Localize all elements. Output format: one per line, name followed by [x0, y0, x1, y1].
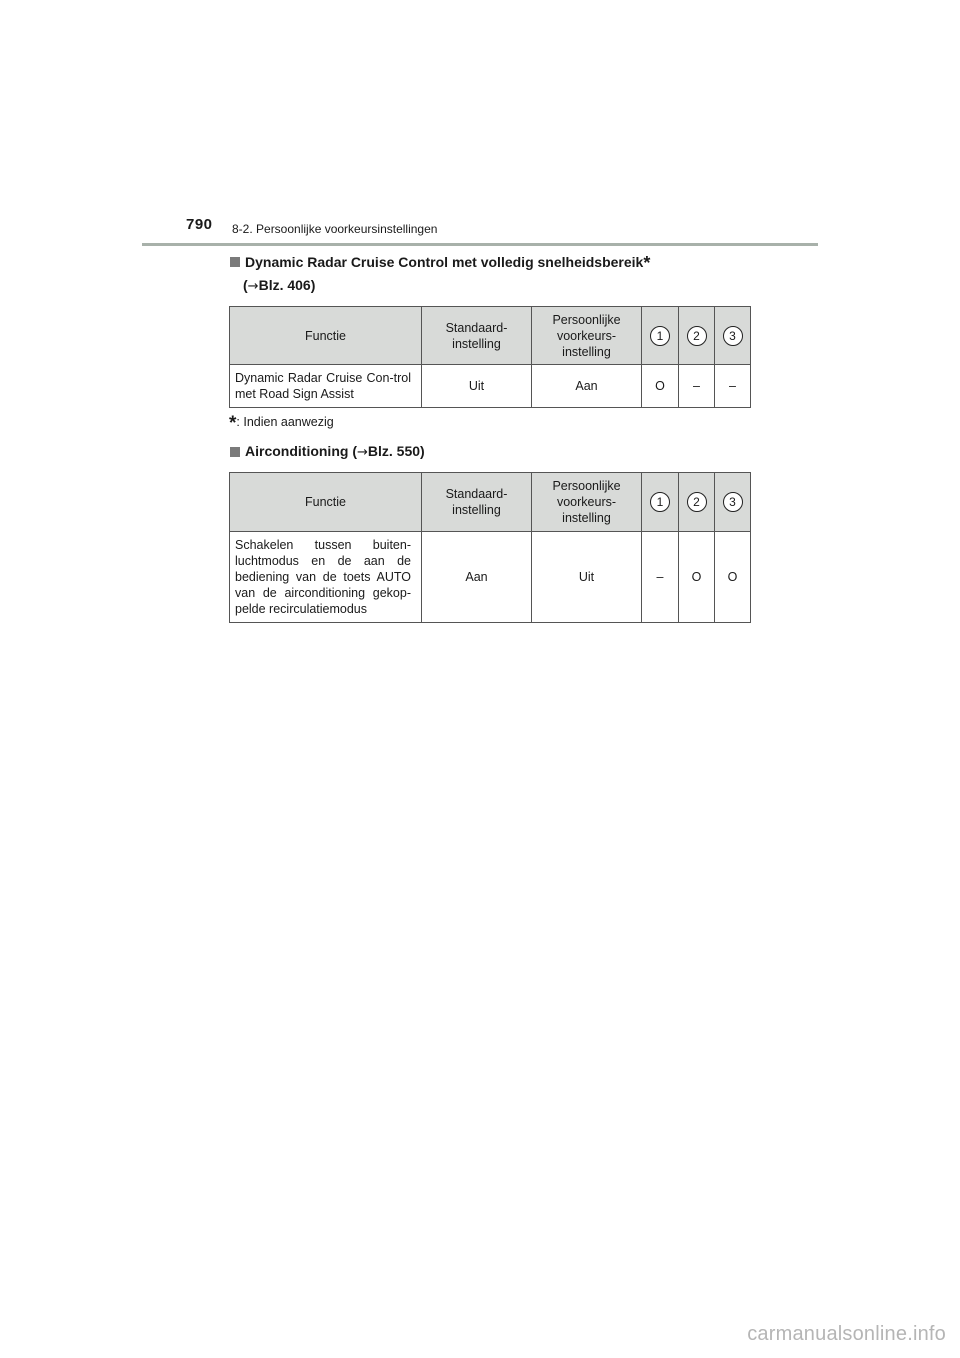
footnote-text: : Indien aanwezig — [236, 415, 334, 429]
header-rule — [142, 243, 818, 246]
header-function: Functie — [230, 473, 422, 532]
cell-personal: Aan — [532, 365, 642, 408]
table-header-row — [230, 307, 751, 365]
circled-number-3: 3 — [723, 326, 743, 346]
header-personal-setting: Persoonlijke voorkeurs-instelling — [532, 307, 642, 365]
table-row — [230, 365, 751, 408]
page-number: 790 — [186, 216, 213, 233]
table-row — [230, 532, 751, 623]
footnote-asterisk: * — [229, 413, 237, 434]
cell-personal: Uit — [532, 532, 642, 623]
header-col-2 — [679, 307, 715, 365]
circled-number-1: 1 — [650, 492, 670, 512]
footnote — [229, 410, 334, 432]
table-header-row — [230, 473, 751, 532]
settings-table-airconditioning — [229, 472, 751, 623]
cell-col-3: O — [715, 532, 751, 623]
cell-col-2: – — [679, 365, 715, 408]
cell-function: Schakelen tussen buiten-luchtmodus en de aan de bediening van de toets AUTO van de airconditioning gekop-pelde recirculatiemodus — [230, 532, 422, 623]
arrow-right-icon: → — [356, 445, 368, 460]
circled-number-1: 1 — [650, 326, 670, 346]
page-reference: Blz. 550) — [367, 443, 425, 459]
circled-number-2: 2 — [687, 492, 707, 512]
settings-table-cruise-control — [229, 306, 751, 408]
circled-number-3: 3 — [723, 492, 743, 512]
watermark: carmanualsonline.info — [747, 1323, 946, 1345]
section-header-title: 8-2. Persoonlijke voorkeursinstellingen — [232, 222, 438, 236]
ref-open-paren: ( — [243, 277, 248, 293]
cell-function: Dynamic Radar Cruise Con-trol met Road Sign Assist — [230, 365, 422, 408]
header-default-setting: Standaard-instelling — [422, 473, 532, 532]
header-col-3 — [715, 473, 751, 532]
cell-default: Uit — [422, 365, 532, 408]
square-bullet-icon — [230, 257, 240, 267]
section-heading-text: Airconditioning ( — [245, 443, 357, 459]
cell-col-1: O — [642, 365, 679, 408]
section-reference — [243, 277, 315, 294]
cell-col-2: O — [679, 532, 715, 623]
cell-col-1: – — [642, 532, 679, 623]
arrow-right-icon: → — [247, 279, 259, 294]
section-heading-airconditioning — [230, 443, 425, 460]
header-col-1 — [642, 473, 679, 532]
header-personal-setting: Persoonlijke voorkeurs-instelling — [532, 473, 642, 532]
header-col-2 — [679, 473, 715, 532]
header-col-1 — [642, 307, 679, 365]
header-function: Functie — [230, 307, 422, 365]
section-heading-text: Dynamic Radar Cruise Control met volledig snelheidsbereik — [245, 254, 644, 270]
circled-number-2: 2 — [687, 326, 707, 346]
section-heading-cruise-control: Dynamic Radar Cruise Control met volledig snelheidsbereik * — [230, 254, 650, 270]
header-default-setting: Standaard-instelling — [422, 307, 532, 365]
cell-default: Aan — [422, 532, 532, 623]
header-col-3 — [715, 307, 751, 365]
page-reference: Blz. 406) — [258, 277, 316, 293]
square-bullet-icon — [230, 447, 240, 457]
cell-col-3: – — [715, 365, 751, 408]
